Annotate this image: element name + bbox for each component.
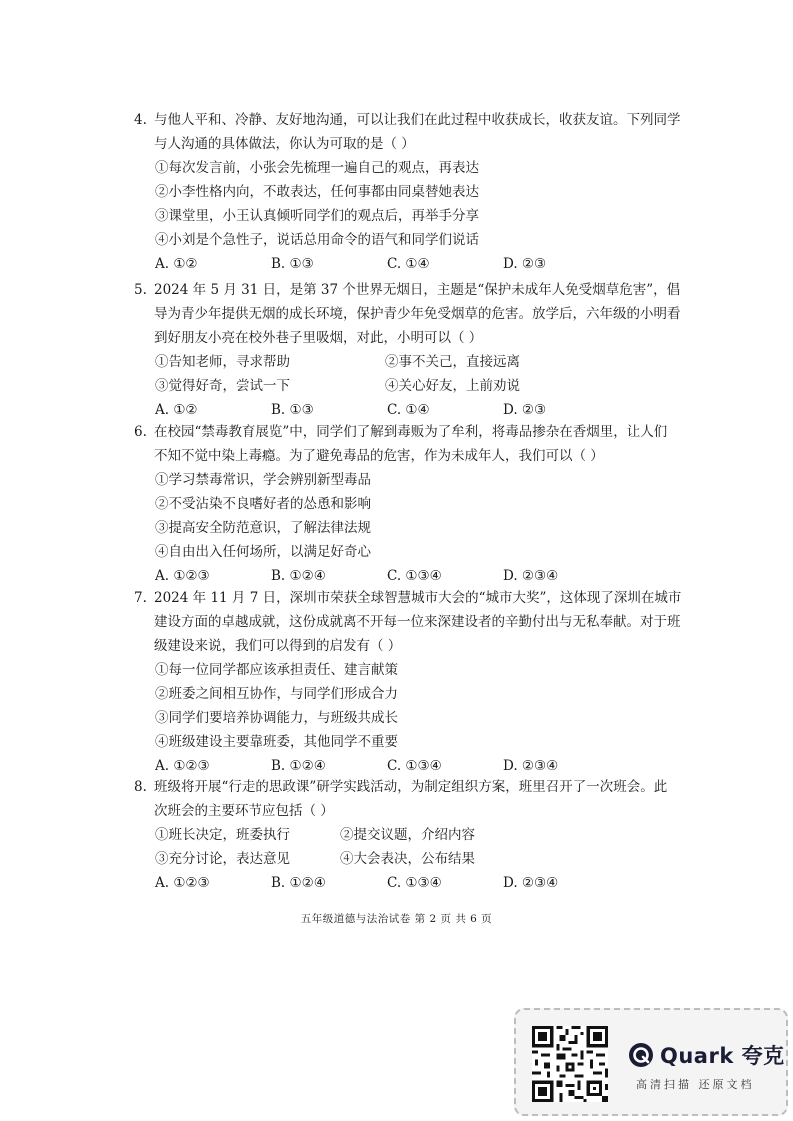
quark-logo bbox=[628, 1040, 785, 1070]
question-7 bbox=[134, 586, 682, 778]
choice-b: B. ①②④ bbox=[271, 875, 326, 891]
choice-a: A. ①②③ bbox=[155, 875, 210, 891]
statement-row bbox=[134, 823, 674, 847]
statement-item: ①学习禁毒常识，学会辨别新型毒品 bbox=[155, 472, 371, 488]
choice-d: D. ②③④ bbox=[503, 568, 559, 584]
statement-item: ④自由出入任何场所，以满足好奇心 bbox=[155, 544, 371, 560]
choice-c: C. ①④ bbox=[387, 402, 430, 418]
statement-item: ③觉得好奇，尝试一下 bbox=[155, 378, 290, 394]
question-stem bbox=[134, 108, 681, 132]
stem-line: 导为青少年提供无烟的成长环境，保护青少年免受烟草的危害。放学后，六年级的小明看 bbox=[154, 306, 681, 322]
quark-brand-text: Quark 夸克 bbox=[660, 1044, 785, 1068]
choice-c: C. ①④ bbox=[387, 256, 430, 272]
stem-line: 班级将开展“行走的思政课”研学实践活动，为制定组织方案，班里召开了一次班会。此 bbox=[154, 779, 668, 795]
statement-row bbox=[134, 374, 674, 398]
quark-tagline: 高清扫描 还原文档 bbox=[636, 1078, 755, 1091]
statement-row bbox=[134, 847, 674, 871]
question-number: 7. bbox=[134, 590, 147, 606]
choice-b: B. ①②④ bbox=[271, 758, 326, 774]
statement-item: ②班委之间相互协作，与同学们形成合力 bbox=[155, 686, 398, 702]
statement-item: ①班长决定，班委执行 bbox=[155, 827, 290, 843]
qr-code-icon bbox=[532, 1026, 608, 1102]
question-6 bbox=[134, 420, 674, 588]
choice-b: B. ①③ bbox=[271, 402, 314, 418]
statement-item: ③同学们要培养协调能力，与班级共成长 bbox=[155, 710, 398, 726]
answer-choices bbox=[134, 871, 674, 895]
statement-item: ④小刘是个急性子，说话总用命令的语气和同学们说话 bbox=[155, 232, 479, 248]
stem-line: 在校园“禁毒教育展览”中，同学们了解到毒贩为了牟利，将毒品掺杂在香烟里，让人们 bbox=[154, 424, 668, 440]
statement-item: ④关心好友，上前劝说 bbox=[385, 378, 520, 394]
statement-item: ②不受沾染不良嗜好者的怂恿和影响 bbox=[155, 496, 371, 512]
question-stem bbox=[134, 775, 674, 799]
statement-item: ②事不关己，直接远离 bbox=[385, 354, 520, 370]
question-stem bbox=[134, 278, 681, 302]
stem-line: 与人沟通的具体做法，你认为可取的是（ ） bbox=[154, 136, 415, 152]
statement-item: ③提高安全防范意识，了解法律法规 bbox=[155, 520, 371, 536]
question-number: 4. bbox=[134, 112, 147, 128]
stem-line: 不知不觉中染上毒瘾。为了避免毒品的危害，作为未成年人，我们可以（ ） bbox=[154, 448, 604, 464]
question-5 bbox=[134, 278, 681, 422]
choice-b: B. ①②④ bbox=[271, 568, 326, 584]
question-number: 6. bbox=[134, 424, 147, 440]
quark-watermark bbox=[514, 1008, 788, 1116]
choice-a: A. ①② bbox=[155, 256, 198, 272]
statement-item: ②小李性格内向，不敢表达，任何事都由同桌替她表达 bbox=[155, 184, 479, 200]
choice-a: A. ①②③ bbox=[155, 758, 210, 774]
question-4 bbox=[134, 108, 681, 276]
statement-row bbox=[134, 350, 674, 374]
question-8 bbox=[134, 775, 674, 895]
statement-item: ④大会表决，公布结果 bbox=[340, 851, 475, 867]
stem-line: 与他人平和、冷静、友好地沟通，可以让我们在此过程中收获成长，收获友谊。下列同学 bbox=[154, 112, 681, 128]
stem-line: 建设方面的卓越成就，这份成就离不开每一位来深建设者的辛勤付出与无私奉献。对于班 bbox=[154, 614, 681, 630]
statement-item: ②提交议题，介绍内容 bbox=[340, 827, 475, 843]
page-footer: 五年级道德与法治试卷 第 2 页 共 6 页 bbox=[300, 913, 493, 925]
question-number: 5. bbox=[134, 282, 147, 298]
statement-item: ①告知老师，寻求帮助 bbox=[155, 354, 290, 370]
stem-line: 级建设来说，我们可以得到的启发有（ ） bbox=[154, 638, 402, 654]
choice-d: D. ②③④ bbox=[503, 758, 559, 774]
quark-logo-icon bbox=[628, 1042, 654, 1068]
statement-item: ③课堂里，小王认真倾听同学们的观点后，再举手分享 bbox=[155, 208, 479, 224]
choice-c: C. ①③④ bbox=[387, 568, 442, 584]
choice-a: A. ①② bbox=[155, 402, 198, 418]
statement-item: ③充分讨论，表达意见 bbox=[155, 851, 290, 867]
choice-a: A. ①②③ bbox=[155, 568, 210, 584]
choice-c: C. ①③④ bbox=[387, 875, 442, 891]
statement-item: ①每次发言前，小张会先梳理一遍自己的观点，再表达 bbox=[155, 160, 479, 176]
answer-choices bbox=[134, 398, 674, 422]
question-stem bbox=[134, 420, 674, 444]
stem-line: 到好朋友小亮在校外巷子里吸烟，对此，小明可以（ ） bbox=[154, 330, 483, 346]
stem-line: 次班会的主要环节应包括（ ） bbox=[154, 803, 334, 819]
choice-c: C. ①③④ bbox=[387, 758, 442, 774]
stem-line: 2024 年 11 月 7 日，深圳市荣获全球智慧城市大会的“城市大奖”，这体现了深圳在城市 bbox=[154, 590, 682, 606]
choice-d: D. ②③ bbox=[503, 402, 547, 418]
statement-item: ①每一位同学都应该承担责任、建言献策 bbox=[155, 662, 398, 678]
question-stem bbox=[134, 586, 682, 610]
choice-b: B. ①③ bbox=[271, 256, 314, 272]
choice-d: D. ②③ bbox=[503, 256, 547, 272]
answer-choices bbox=[134, 564, 674, 588]
answer-choices bbox=[134, 252, 674, 276]
question-number: 8. bbox=[134, 779, 147, 795]
choice-d: D. ②③④ bbox=[503, 875, 559, 891]
stem-line: 2024 年 5 月 31 日，是第 37 个世界无烟日，主题是“保护未成年人免受烟草危害”，倡 bbox=[154, 282, 681, 298]
statement-item: ④班级建设主要靠班委，其他同学不重要 bbox=[155, 734, 398, 750]
